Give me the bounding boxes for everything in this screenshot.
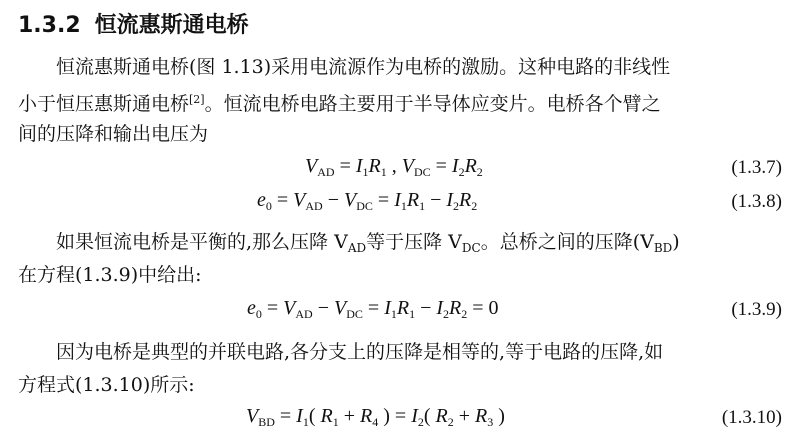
p1-line2-end: 。恒流电桥电路主要用于半导体应变片。电桥各个臂之 (204, 93, 661, 115)
paragraph-1-line-3: 间的压降和输出电压为 (18, 123, 209, 145)
equation-label: (1.3.9) (731, 299, 782, 320)
equation-1-3-10: $V_{BD} = I_1$( $R_1 + R_4$ ) = $I_2$( $R_2 + R_3$ ) (246, 405, 505, 429)
citation-ref: [2] (189, 93, 205, 106)
paragraph-3-line-2: 方程式(1.3.10)所示: (18, 374, 195, 396)
equation-label: (1.3.7) (731, 157, 782, 178)
equation-1-3-8: $e_0 = V_{AD} - V_{DC} = I_1R_1 - I_2R_2$ (257, 189, 478, 213)
paragraph-3-line-1: 因为电桥是典型的并联电路,各分支上的压降是相等的,等于电路的压降,如 (56, 341, 664, 363)
p1-line2-start: 小于恒压惠斯通电桥 (18, 93, 190, 115)
paragraph-1-line-1: 恒流惠斯通电桥(图 1.13)采用电流源作为电桥的激励。这种电路的非线性 (56, 56, 671, 78)
equation-label: (1.3.8) (731, 191, 782, 212)
section-number: 1.3.2 (18, 13, 81, 38)
paragraph-1-line-2 (18, 85, 661, 119)
paragraph-2-line-2: 在方程(1.3.9)中给出: (18, 264, 202, 286)
equation-1-3-7: $V_{AD} = I_1R_1$ , $V_{DC} = I_2R_2$ (305, 155, 483, 179)
equation-label: (1.3.10) (721, 407, 782, 428)
section-title: 恒流惠斯通电桥 (94, 13, 249, 38)
equation-1-3-9: $e_0 = V_{AD} - V_{DC} = I_1R_1 - I_2R_2 = 0$ (247, 297, 499, 321)
paragraph-2-line-1: 如果恒流电桥是平衡的,那么压降 $V_{AD}$等于压降 $V_{DC}$。总桥之间的压降$(V_{BD})$ (56, 231, 680, 255)
section-heading (18, 8, 249, 39)
